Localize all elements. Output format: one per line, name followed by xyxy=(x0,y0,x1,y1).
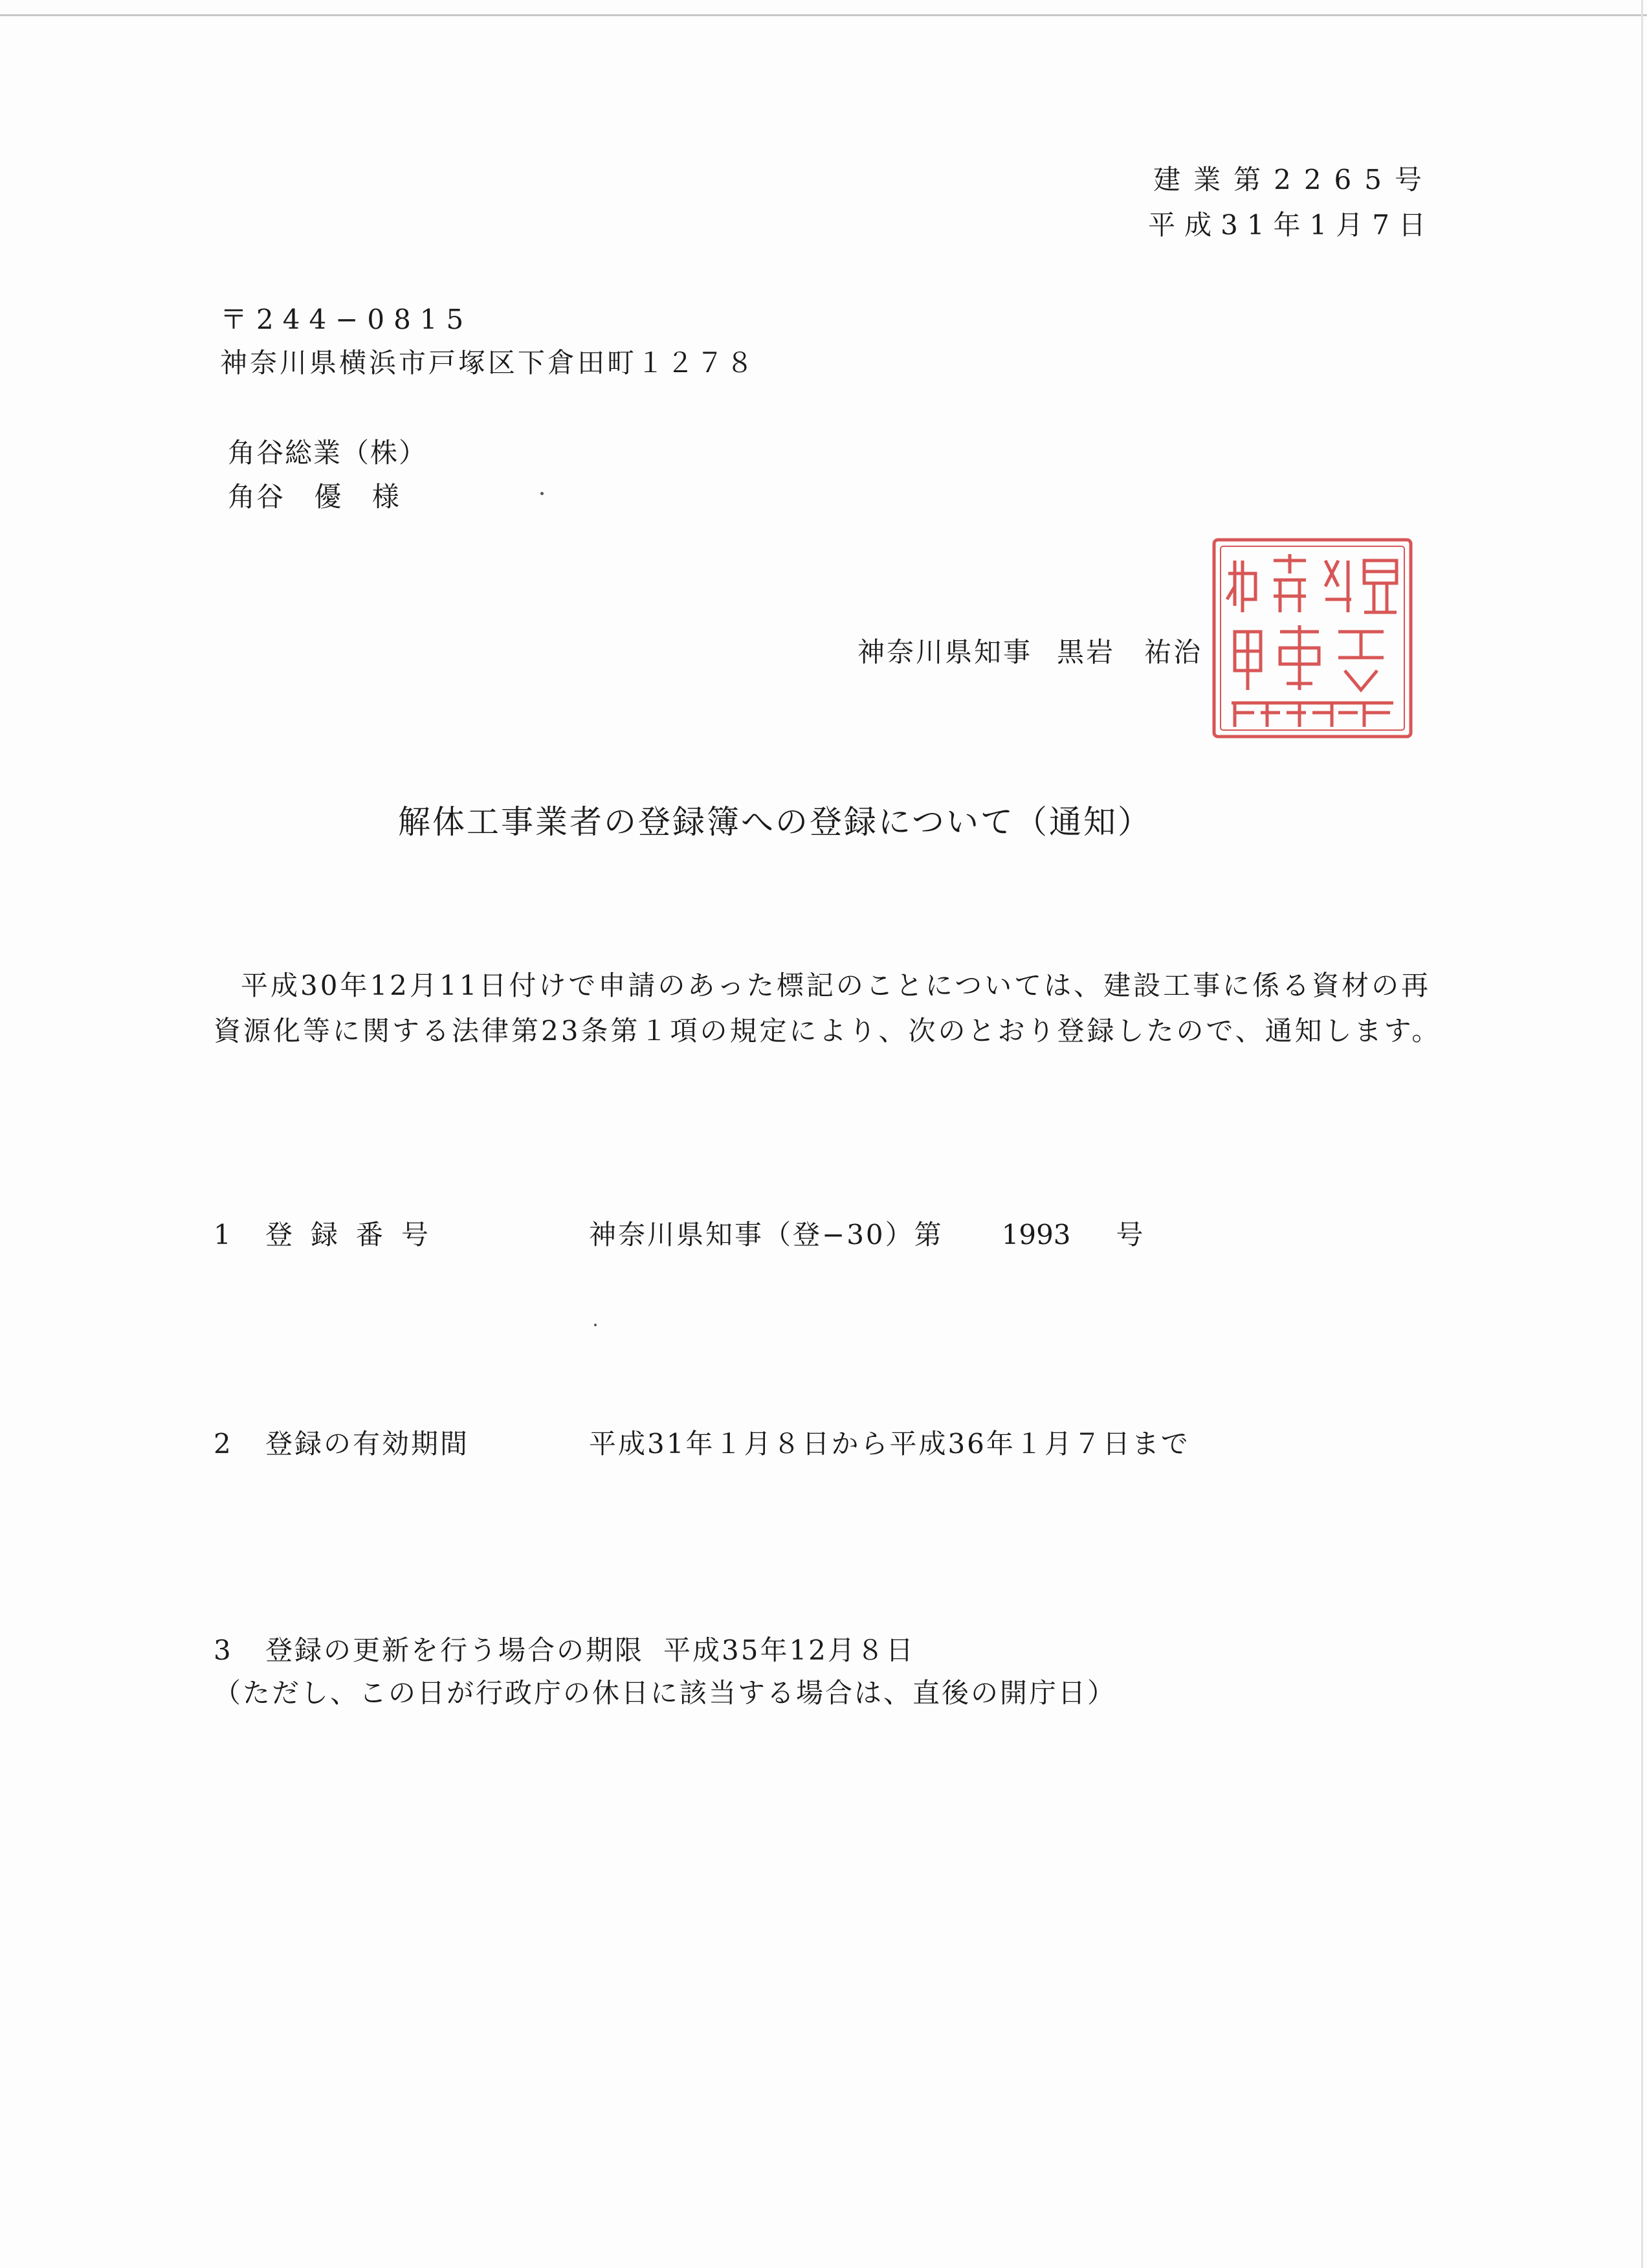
document-title: 解体工事業者の登録簿への登録について（通知） xyxy=(398,803,1152,841)
recipient-family-name: 角谷 xyxy=(228,481,285,513)
scan-edge-line xyxy=(0,14,1647,16)
recipient-given-name: 優 xyxy=(314,481,343,513)
item-label: 登録の更新を行う場合の期限 xyxy=(265,1634,645,1666)
item-registration-number xyxy=(214,1217,1144,1253)
sender-line xyxy=(857,634,1202,671)
scan-speck xyxy=(540,492,544,495)
recipient-name xyxy=(228,479,401,515)
sender-title: 神奈川県知事 xyxy=(857,636,1033,668)
registration-number-value: 1993 xyxy=(1001,1219,1071,1251)
recipient-honorific: 様 xyxy=(371,481,401,513)
item-validity-period xyxy=(214,1426,1190,1462)
item-number: 2 xyxy=(214,1428,231,1460)
document-date: 平成31年1月7日 xyxy=(1148,209,1435,241)
recipient-company: 角谷総業（株） xyxy=(228,437,428,469)
item-label: 登録の有効期間 xyxy=(265,1428,470,1460)
body-paragraph: 平成30年12月11日付けで申請のあった標記のことについては、建設工事に係る資材の再資源化等に関する法律第23条第１項の規定により、次のとおり登録したので、通知します。 xyxy=(214,970,1442,1047)
scan-speck xyxy=(594,1324,597,1326)
item-label: 登録番号 xyxy=(265,1219,447,1251)
renewal-deadline-note: （ただし、この日が行政庁の休日に該当する場合は、直後の開庁日） xyxy=(214,1677,1117,1709)
postal-code: 〒244−0815 xyxy=(220,304,473,335)
item-number: 1 xyxy=(214,1219,231,1251)
document-number: 建業第2265号 xyxy=(1153,164,1435,195)
official-seal-stamp xyxy=(1209,535,1416,742)
validity-period-value: 平成31年１月８日から平成36年１月７日まで xyxy=(589,1428,1190,1460)
recipient-address: 神奈川県横浜市戸塚区下倉田町１２７８ xyxy=(220,347,757,379)
renewal-deadline-value: 平成35年12月８日 xyxy=(663,1634,915,1666)
registration-number-prefix: 神奈川県知事（登−30）第 xyxy=(589,1219,944,1251)
item-renewal-deadline xyxy=(214,1632,915,1669)
scan-edge-line-right xyxy=(1641,0,1643,2268)
item-number: 3 xyxy=(214,1634,231,1666)
sender-name: 黒岩 祐治 xyxy=(1057,636,1203,668)
registration-number-suffix: 号 xyxy=(1116,1219,1144,1251)
